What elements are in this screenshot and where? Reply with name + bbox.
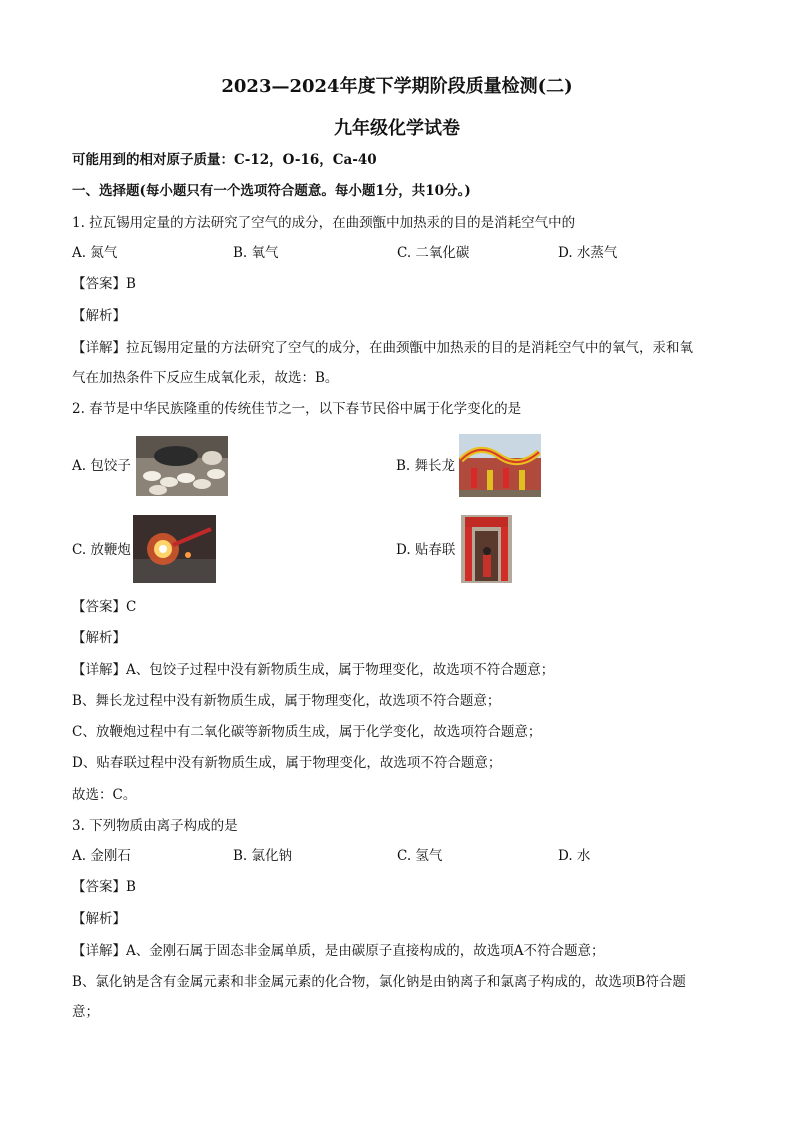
q3-option-b: B. 氯化钠 [233,848,293,864]
q1-option-b: B. 氧气 [233,245,279,261]
q2-conclusion: 故选：C。 [72,787,137,803]
q3-detail-b-cont: 意； [72,1004,99,1020]
q2-answer: 【答案】C [72,599,137,615]
q3-option-d: D. 水 [558,848,591,864]
q3-stem: 3. 下列物质由离子构成的是 [72,818,238,834]
q3-detail-b: B、氯化钠是含有金属元素和非金属元素的化合物，氯化钠是由钠离子和氯离子构成的，故选项B符合题 [72,974,686,990]
q1-answer: 【答案】B [72,276,136,292]
q2-option-b: B. 舞长龙 [396,458,456,474]
q1-option-d: D. 水蒸气 [558,245,618,261]
dragon-dance-photo [459,434,541,497]
q2-option-c: C. 放鞭炮 [72,542,131,558]
q3-option-a: A. 金刚石 [72,848,131,864]
q1-option-c: C. 二氧化碳 [397,245,470,261]
q3-detail-a: 【详解】A、金刚石属于固态非金属单质，是由碳原子直接构成的，故选项A不符合题意； [72,943,605,959]
q2-option-d: D. 贴春联 [396,542,456,558]
dumplings-photo [136,436,228,496]
q1-stem: 1. 拉瓦锡用定量的方法研究了空气的成分，在曲颈甑中加热汞的目的是消耗空气中的 [72,215,576,231]
atomic-mass-line: 可能用到的相对原子质量：C-12，O-16，Ca-40 [72,152,377,168]
q2-detail-b: B、舞长龙过程中没有新物质生成，属于物理变化，故选项不符合题意； [72,693,501,709]
q2-option-a: A. 包饺子 [72,458,131,474]
q2-stem: 2. 春节是中华民族隆重的传统佳节之一，以下春节民俗中属于化学变化的是 [72,401,522,417]
q1-analysis: 【解析】 [72,308,126,324]
q3-answer: 【答案】B [72,879,136,895]
exam-subtitle: 九年级化学试卷 [334,118,460,139]
q1-detail-cont: 气在加热条件下反应生成氧化汞，故选：B。 [72,370,339,386]
q3-analysis: 【解析】 [72,911,126,927]
q2-detail-d: D、贴春联过程中没有新物质生成，属于物理变化，故选项不符合题意； [72,755,502,771]
couplets-photo [461,515,512,583]
q1-option-a: A. 氮气 [72,245,118,261]
q2-detail-a: 【详解】A、包饺子过程中没有新物质生成，属于物理变化，故选项不符合题意； [72,662,555,678]
q3-option-c: C. 氢气 [397,848,443,864]
q1-detail: 【详解】拉瓦锡用定量的方法研究了空气的成分，在曲颈甑中加热汞的目的是消耗空气中的氧气，汞和氧 [72,340,693,356]
firecracker-photo [133,515,216,583]
q2-detail-c: C、放鞭炮过程中有二氧化碳等新物质生成，属于化学变化，故选项符合题意； [72,724,542,740]
section-heading: 一、选择题(每小题只有一个选项符合题意。每小题1分，共10分。) [72,183,471,199]
exam-title: 2023—2024年度下学期阶段质量检测(二) [221,76,573,97]
q2-analysis: 【解析】 [72,630,126,646]
